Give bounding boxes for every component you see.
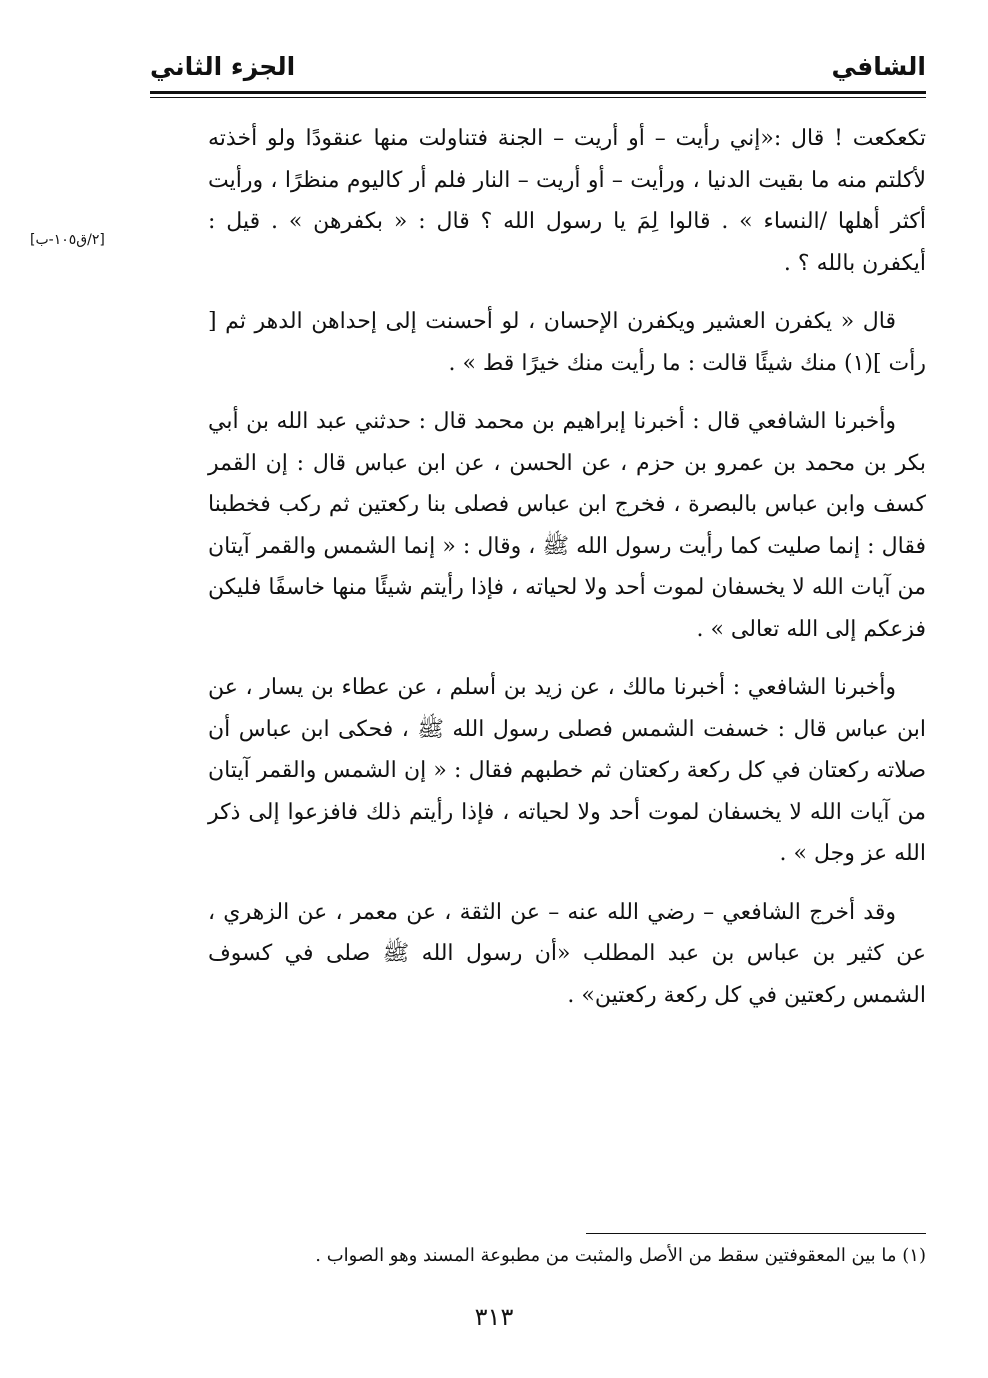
page-number: ٣١٣ <box>474 1303 514 1331</box>
book-title: الشافي <box>831 52 926 81</box>
paragraph: تكعكعت ! قال :«إني رأيت – أو أريت – الجنة فتناولت منها عنقودًا ولو أخذته لأكلتم منه ما بقيت الدنيا ، ورأيت – أو أريت – النار فلم أر كاليوم منظرًا ، ورأيت أكثر أهلها /النساء » . قالوا لِمَ يا رسول الله ؟ قال : « بكفرهن » . قيل : أيكفرن بالله ؟ . <box>208 126 927 276</box>
running-header <box>150 52 926 88</box>
part-title: الجزء الثاني <box>150 52 296 81</box>
manuscript-folio-note: [٢/ق١٠٥-ب] <box>30 232 105 248</box>
main-text <box>208 118 926 1033</box>
footnote: (١) ما بين المعقوفتين سقط من الأصل والمثبت من مطبوعة المسند وهو الصواب . <box>315 1245 926 1266</box>
paragraph: قال « يكفرن العشير ويكفرن الإحسان ، لو أحسنت إلى إحداهن الدهر ثم [ رأت ](١) منك شيئًا قالت : ما رأيت منك خيرًا قط » . <box>208 309 926 376</box>
paragraph: وأخبرنا الشافعي قال : أخبرنا إبراهيم بن محمد قال : حدثني عبد الله بن أبي بكر بن محمد بن عمرو بن حزم ، عن الحسن ، عن ابن عباس قال : إن القمر كسف وابن عباس بالبصرة ، فخرج ابن عباس فصلى بنا ركعتين ثم ركب فخطبنا فقال : إنما صليت كما رأيت رسول الله ﷺ ، وقال : « إنما الشمس والقمر آيتان من آيات الله لا يخسفان لموت أحد ولا لحياته ، فإذا رأيتم شيئًا منها خاسفًا فليكن فزعكم إلى الله تعالى » . <box>208 409 926 642</box>
footnote-separator <box>586 1233 926 1234</box>
header-rule-thin <box>150 97 926 98</box>
header-rule-thick <box>150 91 926 94</box>
paragraph: وقد أخرج الشافعي – رضي الله عنه – عن الثقة ، عن معمر ، عن الزهري ، عن كثير بن عباس بن عبد المطلب «أن رسول الله ﷺ صلى في كسوف الشمس ركعتين في كل ركعة ركعتين» . <box>208 899 926 1008</box>
paragraph: وأخبرنا الشافعي : أخبرنا مالك ، عن زيد بن أسلم ، عن عطاء بن يسار ، عن ابن عباس قال : خسفت الشمس فصلى رسول الله ﷺ ، فحكى ابن عباس أن صلاته ركعتان في كل ركعة ركعتان ثم خطبهم فقال : « إن الشمس والقمر آيتان من آيات الله لا يخسفان لموت أحد ولا لحياته ، فإذا رأيتم ذلك فافزعوا إلى ذكر الله عز وجل » . <box>208 675 926 866</box>
